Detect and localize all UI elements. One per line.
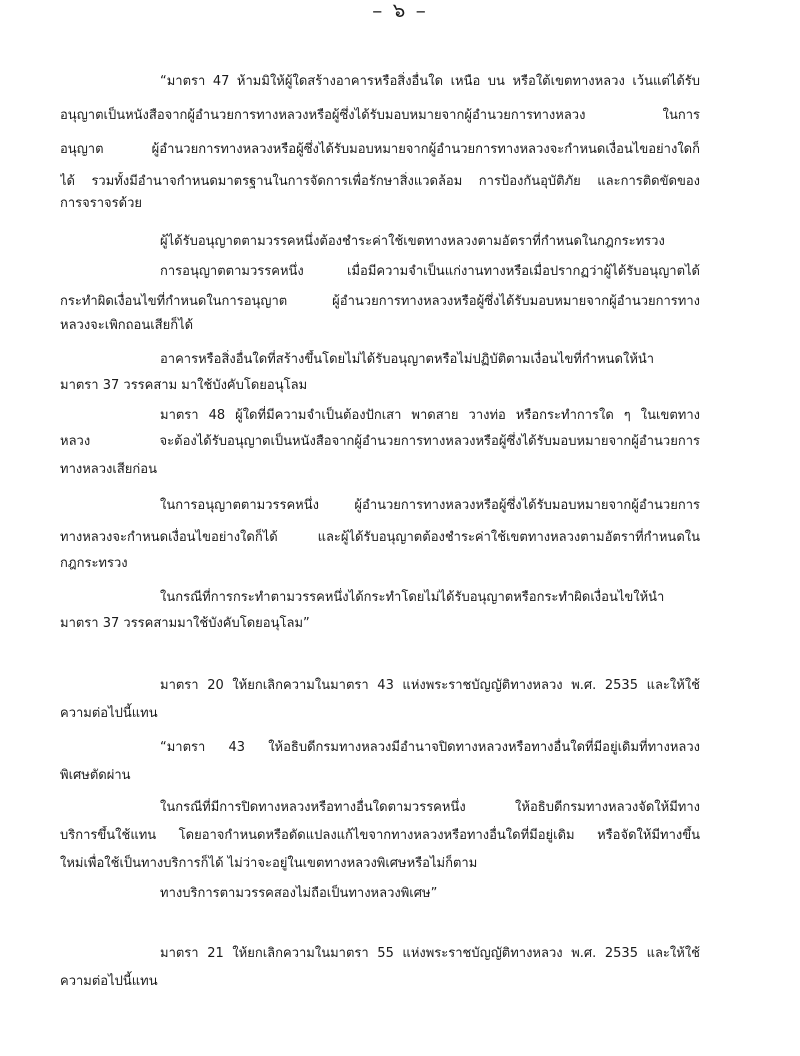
text-line: “มาตรา 43 ให้อธิบดีกรมทางหลวงมีอำนาจปิดทางหลวงหรือทางอื่นใดที่มีอยู่เดิมที่ทางหลวง <box>160 740 700 755</box>
page-number: – ๖ – <box>372 0 428 22</box>
text-line: ได้ รวมทั้งมีอำนาจกำหนดมาตรฐานในการจัดการเพื่อรักษาสิ่งแวดล้อม การป้องกันอุบัติภัย และการติดขัดของ <box>60 174 700 189</box>
text-line: อนุญาต ผู้อำนวยการทางหลวงหรือผู้ซึ่งได้รับมอบหมายจากผู้อำนวยการทางหลวงจะกำหนดเงื่อนไขอย่างใดก็ <box>60 142 700 157</box>
text-line: มาตรา 37 วรรคสาม มาใช้บังคับโดยอนุโลม <box>60 378 308 393</box>
text-line: มาตรา 48 ผู้ใดที่มีความจำเป็นต้องปักเสา พาดสาย วางท่อ หรือกระทำการใด ๆ ในเขตทาง <box>160 408 700 423</box>
text-line: ทางหลวงเสียก่อน <box>60 462 157 477</box>
text-line: ทางบริการตามวรรคสองไม่ถือเป็นทางหลวงพิเศษ” <box>160 886 438 901</box>
text-line: มาตรา 20 ให้ยกเลิกความในมาตรา 43 แห่งพระราชบัญญัติทางหลวง พ.ศ. 2535 และให้ใช้ <box>160 678 700 693</box>
text-line: หลวง จะต้องได้รับอนุญาตเป็นหนังสือจากผู้อำนวยการทางหลวงหรือผู้ซึ่งได้รับมอบหมายจากผู้อำนวยการ <box>60 434 700 449</box>
text-line: ความต่อไปนี้แทน <box>60 974 158 989</box>
text-line: การจราจรด้วย <box>60 196 143 211</box>
text-line: การอนุญาตตามวรรคหนึ่ง เมื่อมีความจำเป็นแก่งานทางหรือเมื่อปรากฏว่าผู้ได้รับอนุญาตได้ <box>160 264 700 279</box>
text-line: ทางหลวงจะกำหนดเงื่อนไขอย่างใดก็ได้ และผู้ได้รับอนุญาตต้องชำระค่าใช้เขตทางหลวงตามอัตราที่กำหนดใน <box>60 530 700 545</box>
text-line: กระทำผิดเงื่อนไขที่กำหนดในการอนุญาต ผู้อำนวยการทางหลวงหรือผู้ซึ่งได้รับมอบหมายจากผู้อำนวยการทาง <box>60 294 700 309</box>
text-line: ในการอนุญาตตามวรรคหนึ่ง ผู้อำนวยการทางหลวงหรือผู้ซึ่งได้รับมอบหมายจากผู้อำนวยการ <box>160 498 700 513</box>
text-line: “มาตรา 47 ห้ามมิให้ผู้ใดสร้างอาคารหรือสิ่งอื่นใด เหนือ บน หรือใต้เขตทางหลวง เว้นแต่ได้รับ <box>160 74 700 89</box>
text-line: พิเศษตัดผ่าน <box>60 768 131 783</box>
text-line: ในกรณีที่มีการปิดทางหลวงหรือทางอื่นใดตามวรรคหนึ่ง ให้อธิบดีกรมทางหลวงจัดให้มีทาง <box>160 800 700 815</box>
text-line: ใหม่เพื่อใช้เป็นทางบริการก็ได้ ไม่ว่าจะอยู่ในเขตทางหลวงพิเศษหรือไม่ก็ตาม <box>60 856 478 871</box>
text-line: มาตรา 37 วรรคสามมาใช้บังคับโดยอนุโลม” <box>60 616 310 631</box>
text-line: ผู้ได้รับอนุญาตตามวรรคหนึ่งต้องชำระค่าใช้เขตทางหลวงตามอัตราที่กำหนดในกฎกระทรวง <box>160 234 665 249</box>
text-line: บริการขึ้นใช้แทน โดยอาจกำหนดหรือดัดแปลงแก้ไขจากทางหลวงหรือทางอื่นใดที่มีอยู่เดิม หรือจัดให้มีทางขึ้น <box>60 828 700 843</box>
text-line: ความต่อไปนี้แทน <box>60 706 158 721</box>
text-line: อาคารหรือสิ่งอื่นใดที่สร้างขึ้นโดยไม่ได้รับอนุญาตหรือไม่ปฏิบัติตามเงื่อนไขที่กำหนดให้นำ <box>160 352 655 367</box>
text-line: อนุญาตเป็นหนังสือจากผู้อำนวยการทางหลวงหรือผู้ซึ่งได้รับมอบหมายจากผู้อำนวยการทางหลวง ในการ <box>60 108 700 123</box>
text-line: มาตรา 21 ให้ยกเลิกความในมาตรา 55 แห่งพระราชบัญญัติทางหลวง พ.ศ. 2535 และให้ใช้ <box>160 946 700 961</box>
text-line: ในกรณีที่การกระทำตามวรรคหนึ่งได้กระทำโดยไม่ได้รับอนุญาตหรือกระทำผิดเงื่อนไขให้นำ <box>160 590 665 605</box>
text-line: หลวงจะเพิกถอนเสียก็ได้ <box>60 318 194 333</box>
text-line: กฎกระทรวง <box>60 556 128 571</box>
